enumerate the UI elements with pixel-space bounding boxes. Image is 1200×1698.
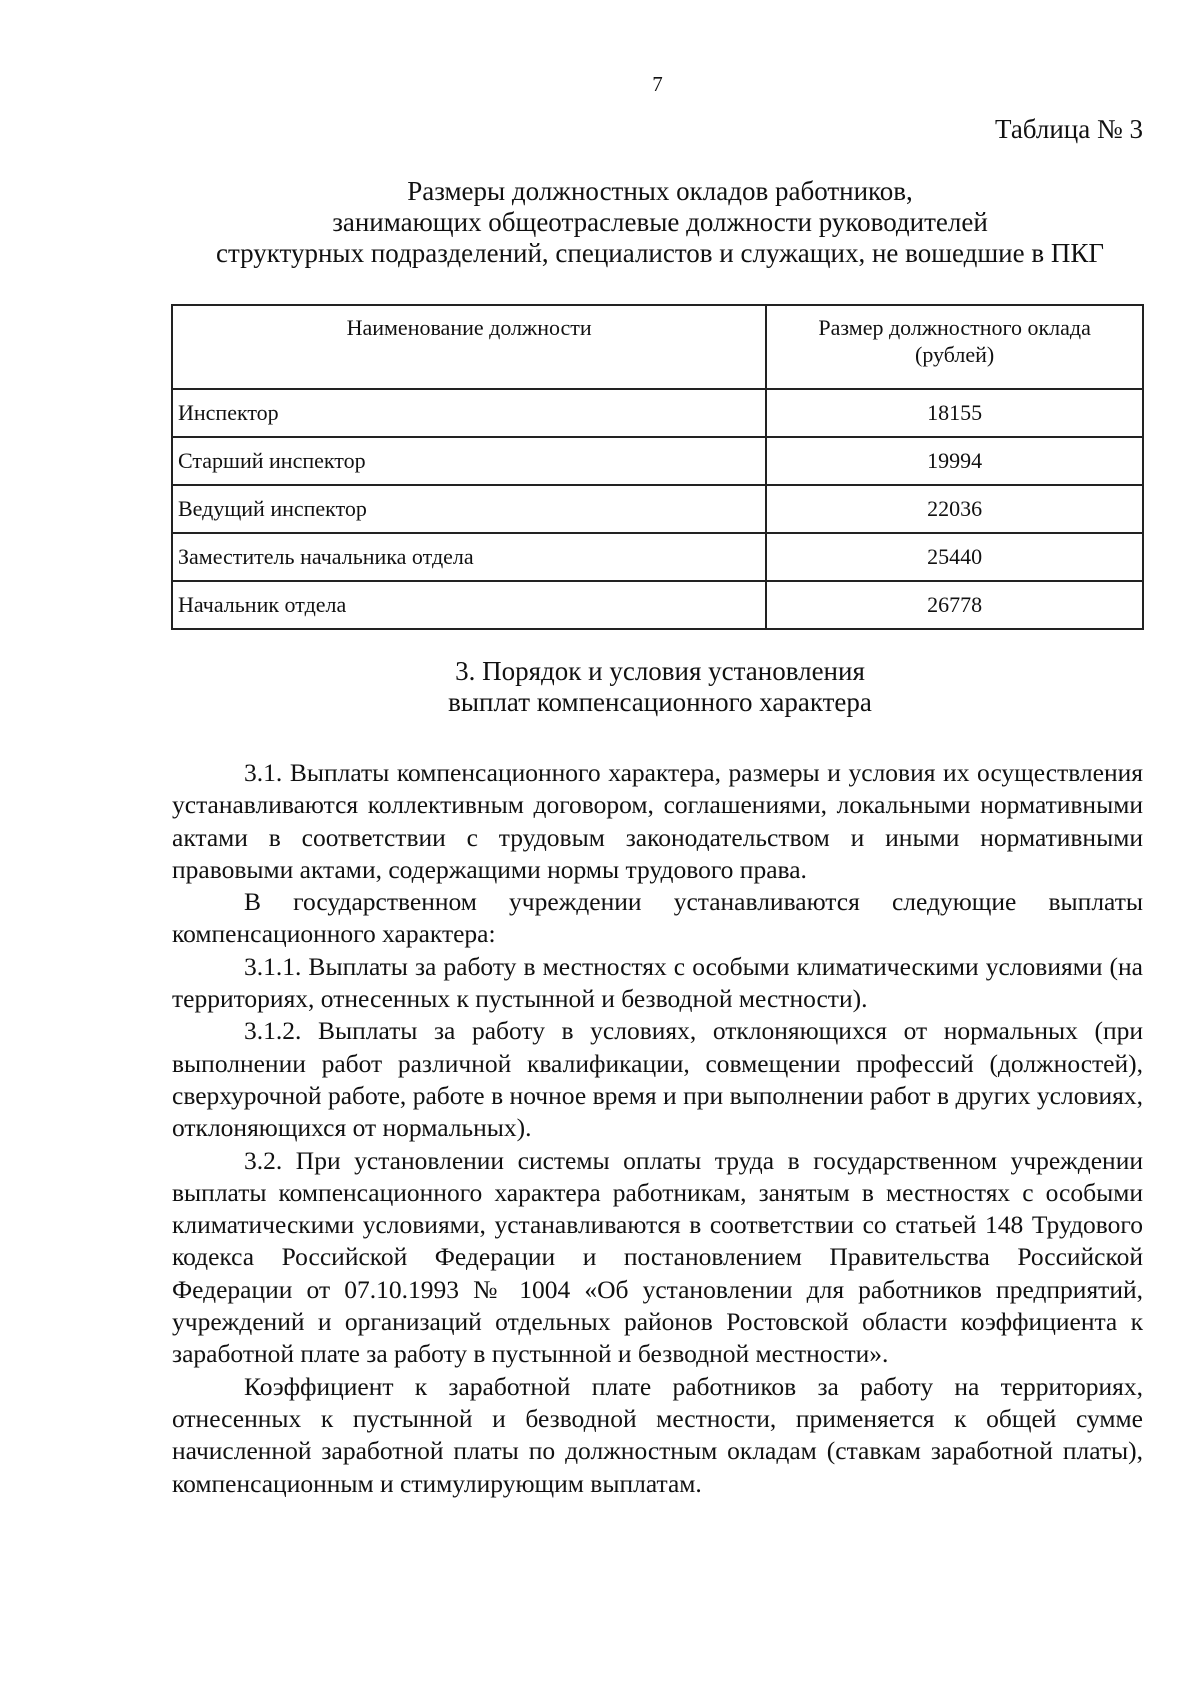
table-row [172,437,1143,485]
body-text [172,757,1143,1500]
table-title-line: Размеры должностных окладов работников, [407,176,913,206]
salary-cell: 19994 [766,437,1143,485]
column-header-salary-text: Размер должностного оклада (рублей) [818,315,1091,367]
section-title-line: 3. Порядок и условия установления [455,656,865,686]
paragraph: В государственном учреждении устанавливаются следующие выплаты компенсационного характера: [172,887,1143,949]
position-cell: Начальник отдела [172,581,766,629]
salary-table [171,304,1144,630]
position-cell: Старший инспектор [172,437,766,485]
paragraph: 3.1. Выплаты компенсационного характера, размеры и условия их осуществления устанавливаются коллективным договором, соглашениями, локальными нормативными актами в соответствии с трудовым законодательством и иными нормативными правовыми актами, содержащими нормы трудового права. [172,758,1143,884]
paragraph: 3.2. При установлении системы оплаты труда в государственном учреждении выплаты компенсационного характера работникам, занятым в местностях с особыми климатическими условиями, устанавливаются в соответствии со статьей 148 Трудового кодекса Российской Федерации и постановлением Правительства Российской Федерации от 07.10.1993 № 1004 «Об установлении для работников предприятий, учреждений и организаций отдельных районов Ростовской области коэффициента к заработной плате за работу в пустынной и безводной местности». [172,1145,1143,1369]
table-row [172,485,1143,533]
column-header-position: Наименование должности [172,305,766,389]
section-title-line: выплат компенсационного характера [448,687,872,717]
section-title [140,656,1180,718]
salary-cell: 25440 [766,533,1143,581]
position-cell: Инспектор [172,389,766,437]
table-row [172,389,1143,437]
column-header-salary [766,305,1143,389]
salary-cell: 26778 [766,581,1143,629]
position-cell: Заместитель начальника отдела [172,533,766,581]
page-number: 7 [652,72,663,96]
salary-cell: 18155 [766,389,1143,437]
salary-cell: 22036 [766,485,1143,533]
position-cell: Ведущий инспектор [172,485,766,533]
table-row [172,533,1143,581]
paragraph: Коэффициент к заработной плате работников за работу на территориях, отнесенных к пустынной и безводной местности, применяется к общей сумме начисленной заработной платы по должностным окладам (ставкам заработной платы), компенсационным и стимулирующим выплатам. [172,1371,1143,1498]
table-title-line: структурных подразделений, специалистов и служащих, не вошедшие в ПКГ [216,238,1104,268]
paragraph: 3.1.1. Выплаты за работу в местностях с особыми климатическими условиями (на территориях, отнесенных к пустынной и безводной местности). [172,951,1143,1014]
table-title [140,176,1180,269]
paragraph: 3.1.2. Выплаты за работу в условиях, отклоняющихся от нормальных (при выполнении работ различной квалификации, совмещении профессий (должностей), сверхурочной работе, работе в ночное время и при выполнении работ в других условиях, отклоняющихся от нормальных). [172,1016,1143,1143]
table-caption: Таблица № 3 [995,114,1143,144]
table-header-row [172,305,1143,389]
table-title-line: занимающих общеотраслевые должности руководителей [332,207,988,237]
table-row [172,581,1143,629]
